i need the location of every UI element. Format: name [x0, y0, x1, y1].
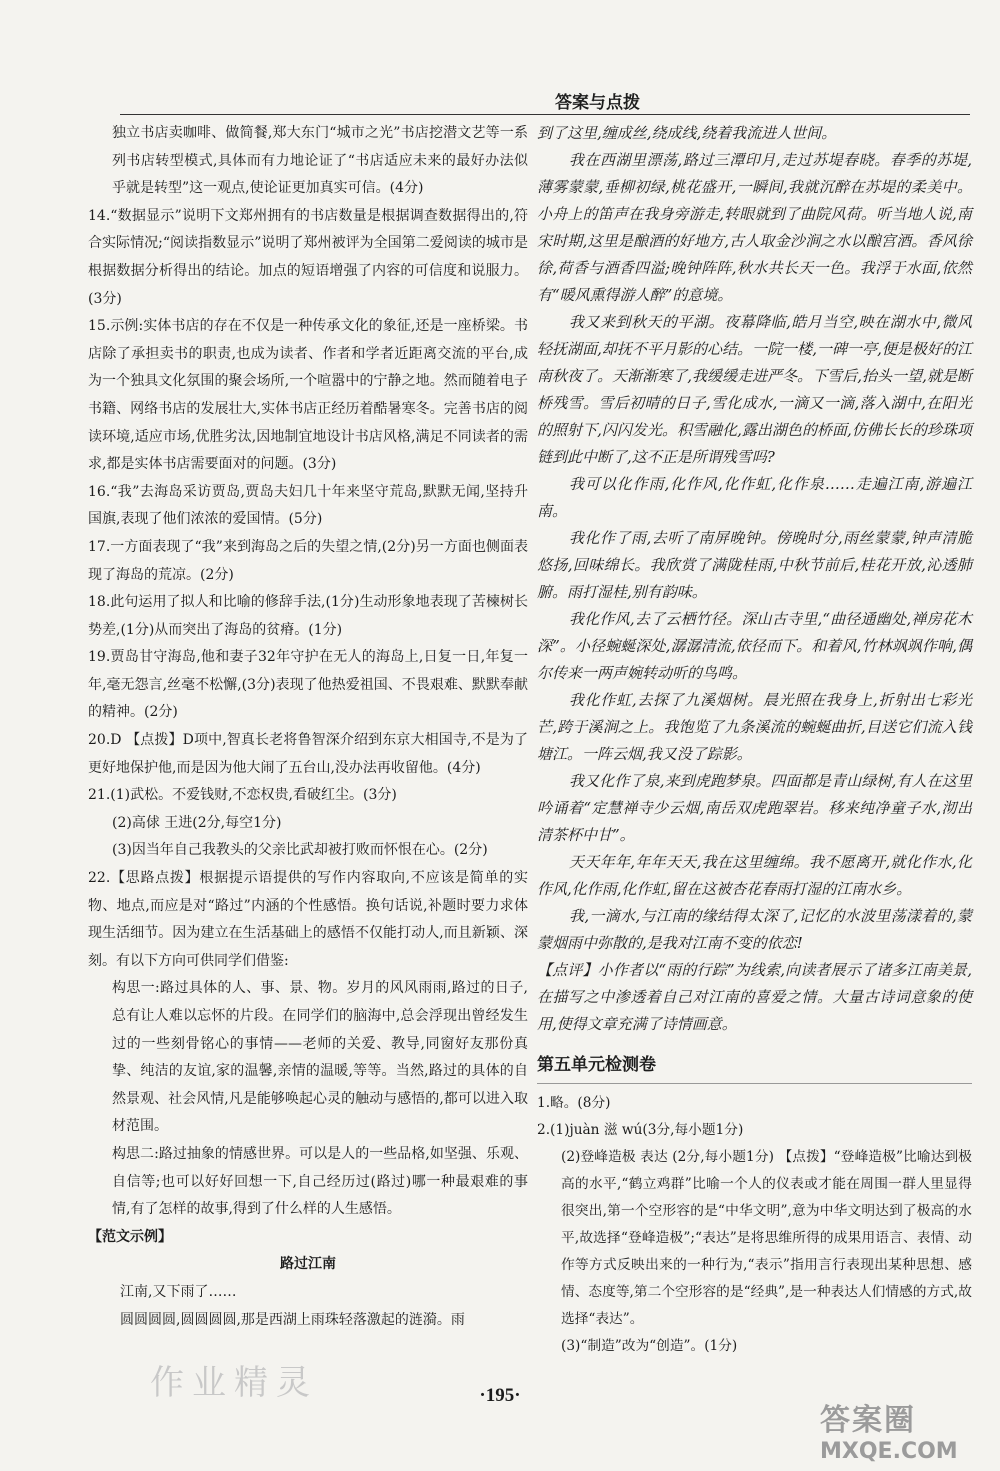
paragraph: (2)登峰造极 表达 (2分,每小题1分) 【点拨】“登峰造极”比喻达到极高的水平,“鹤立鸡群”比喻一个人的仪表或才能在周围一群人里显得很突出,第一个空形容的是“中华文明”,意为中华文明达到了极高的水平,故选择“登峰造极”;“表达”是将思维所得的成果用语言、表情、动作等方式反映出来的一种行为,“表示”指用言行表现出某种思想、感情、态度等,第二个空形容的是“经典”,是一种表达人们情感的方式,故选择“表达”。: [561, 1149, 972, 1327]
paragraph: 我又化作了泉,来到虎跑梦泉。四面都是青山绿树,有人在这里吟诵着“定慧禅寺少云烟,南岳双虎跑翠岩。移来纯净童子水,沏出清茶杯中甘”。: [537, 772, 972, 844]
paragraph: 19.贾岛甘守海岛,他和妻子32年守护在无人的海岛上,日复一日,年复一年,毫无怨言,丝毫不松懈,(3分)表现了他热爱祖国、不畏艰难、默默奉献的精神。(2分): [88, 649, 528, 721]
logo-stamp: [820, 1395, 985, 1465]
paragraph: 16.“我”去海岛采访贾岛,贾岛夫妇几十年来坚守荒岛,默默无闻,坚持升国旗,表现了他们浓浓的爱国情。(5分): [88, 483, 528, 528]
paragraph: 构思一:路过具体的人、事、景、物。岁月的风风雨雨,路过的日子,总有让人难以忘怀的片段。在同学们的脑海中,总会浮现出曾经发生过的一些刻骨铭心的事情——老师的关爱、教导,同窗好友那份真挚、纯洁的友谊,家的温馨,亲情的温暖,等等。当然,路过的具体的自然景观、社会风情,凡是能够唤起心灵的触动与感悟的,都可以进入取材范围。: [112, 980, 528, 1135]
paragraph: 天天年年,年年天天,我在这里缠绵。我不愿离开,就化作水,化作风,化作雨,化作虹,留在这被杏花春雨打湿的江南水乡。: [537, 853, 972, 898]
section-heading: 第五单元检测卷: [537, 1052, 972, 1084]
page-number: ·195·: [479, 1385, 521, 1406]
paragraph: 2.(1)juàn 滋 wú(3分,每小题1分): [537, 1122, 744, 1138]
paragraph: 1.略。(8分): [537, 1095, 611, 1111]
page-header: [120, 86, 970, 115]
paragraph: 我,一滴水,与江南的缘结得太深了,记忆的水波里荡漾着的,蒙蒙烟雨中弥散的,是我对江南不变的依恋!: [537, 907, 972, 952]
paragraph: 我在西湖里漂荡,路过三潭印月,走过苏堤春晓。春季的苏堤,薄雾蒙蒙,垂柳初绿,桃花盛开,一瞬间,我就沉醉在苏堤的柔美中。小舟上的笛声在我身旁游走,转眼就到了曲院风荷。听当地人说,南宋时期,这里是酿酒的好地方,古人取金沙涧之水以酿宫酒。香风徐徐,荷香与酒香四溢;晚钟阵阵,秋水共长天一色。我浮于水面,依然有“暖风熏得游人醉”的意境。: [537, 151, 972, 304]
paragraph: 到了这里,缠成丝,绕成线,绕着我流进人世间。: [537, 124, 837, 142]
header-title: 答案与点拨: [555, 93, 640, 113]
paragraph: 圆圆圆圆,圆圆圆圆,那是西湖上雨珠轻落激起的涟漪。雨: [120, 1311, 465, 1328]
paragraph: 18.此句运用了拟人和比喻的修辞手法,(1分)生动形象地表现了苦楝树长势差,(1分)从而突出了海岛的贫瘠。(1分): [88, 594, 528, 638]
paragraph: 21.(1)武松。不爱钱财,不恋权贵,看破红尘。(3分): [88, 787, 397, 804]
paragraph: (2)高俅 王进(2分,每空1分): [112, 814, 282, 831]
stamp-top: 答案圈: [820, 1403, 916, 1438]
paragraph: 我化作了雨,去听了南屏晚钟。傍晚时分,雨丝蒙蒙,钟声清脆悠扬,回味绵长。我欣赏了满陇桂雨,中秋节前后,桂花开放,沁透肺腑。雨打湿桂,别有韵味。: [537, 529, 972, 601]
paragraph: 15.示例:实体书店的存在不仅是一种传承文化的象征,还是一座桥梁。书店除了承担卖书的职责,也成为读者、作者和学者近距离交流的平台,成为一个独具文化氛围的聚会场所,一个喧嚣中的宁静之地。然而随着电子书籍、网络书店的发展壮大,实体书店正经历着酷暑寒冬。完善书店的阅读环境,适应市场,优胜劣汰,因地制宜地设计书店风格,满足不同读者的需求,都是实体书店需要面对的问题。(3分): [88, 318, 528, 473]
paragraph: 我又来到秋天的平湖。夜幕降临,皓月当空,映在湖水中,微风轻抚湖面,却抚不平月影的心结。一院一楼,一碑一亭,便是极好的江南秋夜了。天渐渐寒了,我缓缓走进严冬。下雪后,抬头一望,就是断桥残雪。雪后初晴的日子,雪化成水,一滴又一滴,落入湖中,在阳光的照射下,闪闪发光。积雪融化,露出湖色的桥面,仿佛长长的珍珠项链到此中断了,这不正是所谓残雪吗?: [537, 313, 972, 466]
stamp-bottom: MXQE.COM: [820, 1439, 958, 1464]
paragraph: 14.“数据显示”说明下文郑州拥有的书店数量是根据调查数据得出的,符合实际情况;“阅读指数显示”说明了郑州被评为全国第二爱阅读的城市是根据数据分析得出的结论。加点的短语增强了内容的可信度和说服力。(3分): [88, 207, 528, 307]
paragraph: (3)因当年自己我教头的父亲比武却被打败而怀恨在心。(2分): [112, 842, 488, 859]
paragraph: 【范文示例】: [88, 1228, 172, 1245]
paragraph: 我化作虹,去探了九溪烟树。晨光照在我身上,折射出七彩光芒,跨于溪涧之上。我饱览了九条溪流的蜿蜒曲折,目送它们流入钱塘江。一阵云烟,我又没了踪影。: [537, 691, 972, 763]
left-column: [88, 120, 528, 1334]
essay-title: 路过江南: [280, 1256, 336, 1273]
paragraph: 独立书店卖咖啡、做简餐,郑大东门“城市之光”书店挖潜文艺等一系列书店转型模式,具体而有力地论证了“书店适应未来的最好办法似乎就是转型”这一观点,使论证更加真实可信。(4分): [112, 125, 528, 197]
paragraph: 22.【思路点拨】根据提示语提供的写作内容取向,不应该是简单的实物、地点,而应是对“路过”内涵的个性感悟。换句话说,补题时要力求体现生活细节。因为建立在生活基础上的感悟不仅能打动人,而且新颖、深刻。有以下方向可供同学们借鉴:: [88, 870, 528, 969]
paragraph: 我化作风,去了云栖竹径。深山古寺里,“曲径通幽处,禅房花木深”。小径蜿蜒深处,潺潺清流,依径而下。和着风,竹林飒飒作响,偶尔传来一两声婉转动听的鸟鸣。: [537, 610, 972, 682]
paragraph: 20.D 【点拨】D项中,智真长老将鲁智深介绍到东京大相国寺,不是为了更好地保护他,而是因为他大闹了五台山,没办法再收留他。(4分): [88, 732, 528, 776]
paragraph: 构思二:路过抽象的情感世界。可以是人的一些品格,如坚强、乐观、自信等;也可以好好回想一下,自己经历过(路过)哪一种最艰难的事情,有了怎样的故事,得到了什么样的人生感悟。: [112, 1145, 528, 1218]
paragraph: 17.一方面表现了“我”来到海岛之后的失望之情,(2分)另一方面也侧面表现了海岛的荒凉。(2分): [88, 538, 528, 583]
paragraph: 江南,又下雨了……: [120, 1283, 237, 1300]
paragraph: 【点评】小作者以“雨的行踪”为线索,向读者展示了诸多江南美景,在描写之中渗透着自己对江南的喜爱之情。大量古诗词意象的使用,使得文章充满了诗情画意。: [537, 961, 972, 1033]
watermark-left: 作业精灵: [150, 1363, 318, 1403]
paragraph: (3)“制造”改为“创造”。(1分): [561, 1338, 738, 1354]
paragraph: 我可以化作雨,化作风,化作虹,化作泉……走遍江南,游遍江南。: [537, 475, 972, 520]
right-column: [537, 120, 972, 1360]
